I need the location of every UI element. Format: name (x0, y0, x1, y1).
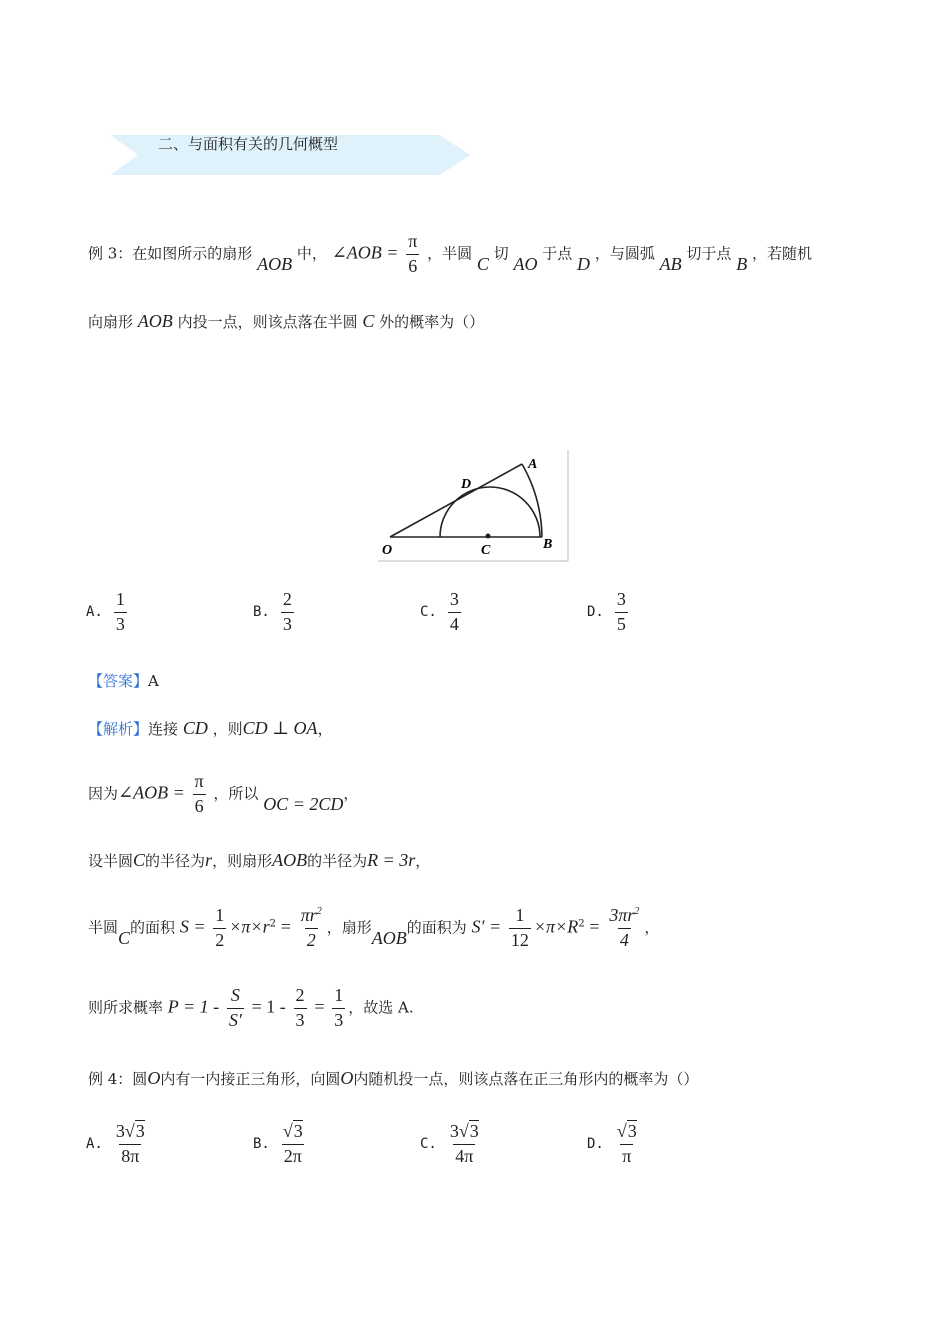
ex4-line: 例 4：圆O内有一内接正三角形，向圆O内随机投一点，则该点落在正三角形内的概率为（） (88, 1068, 699, 1088)
ex3-option-b[interactable]: B. $\frac{2}{3}$ (253, 589, 292, 634)
ex3-option-c[interactable]: C. $\frac{3}{4}$ (420, 589, 459, 634)
answer-tag: 【答案】 (88, 672, 149, 690)
ex4-option-b[interactable]: B. $\frac{√3}{2\pi}$ (253, 1121, 303, 1166)
ex4-option-a[interactable]: A. $\frac{3√3}{8\pi}$ (86, 1121, 145, 1166)
analysis-line5: 则所求概率 P = 1 - $\frac{S}{S'}$ = 1 - $\frac{2}{3}$ = $\frac{1}{3}$ ，故选 A. (88, 985, 414, 1030)
ex4-option-c[interactable]: C. $\frac{3√3}{4\pi}$ (420, 1121, 479, 1166)
label-o: O (382, 543, 393, 558)
semicircle-c (440, 487, 540, 537)
point-c (486, 534, 491, 539)
pi-over-6: $\frac{\pi}{6}$ (408, 231, 418, 276)
label-a: A (528, 457, 538, 472)
label-c: C (481, 543, 491, 558)
analysis-line1: 【解析】连接 CD ，则CD ⊥ OA， (88, 718, 333, 738)
ex3-line1: 例 3：在如图所示的扇形 AOB 中， ∠AOB = $\frac{\pi}{6}$ ，半圆 C 切 AO 于点 D ，与圆弧 AB 切于点 B ，若随机 (88, 231, 812, 276)
answer-line (88, 670, 159, 691)
analysis-line4: 半圆C的面积 S = $\frac{1}{2}$ $\times\pi\times r^2$ = $\frac{\pi r^2}{2}$ ，扇形AOB的面积为 S′ = $\frac{1}{12}$ $\times\pi\times R^2$ = $\frac{3\pi r^2}{4}$ ， (88, 905, 660, 950)
ex3-option-d[interactable]: D. $\frac{3}{5}$ (587, 589, 626, 634)
analysis-tag: 【解析】 (88, 720, 149, 738)
ex3-option-a[interactable]: A. $\frac{1}{3}$ (86, 589, 125, 634)
section-title: 二、与面积有关的几何概型 (158, 135, 339, 153)
answer-value: A (148, 672, 159, 690)
analysis-line3: 设半圆C的半径为r，则扇形AOB的半径为R = 3r， (88, 850, 431, 870)
ex3-line2: 向扇形 AOB 内投一点，则该点落在半圆 C 外的概率为（） (88, 311, 485, 331)
label-d: D (461, 477, 472, 492)
analysis-line2: 因为∠AOB = $\frac{\pi}{6}$ ，所以 OC = 2CD， (88, 771, 359, 816)
sector-figure (378, 450, 570, 562)
ex4-option-d[interactable]: D. $\frac{√3}{\pi}$ (587, 1121, 637, 1166)
label-b: B (543, 537, 553, 552)
